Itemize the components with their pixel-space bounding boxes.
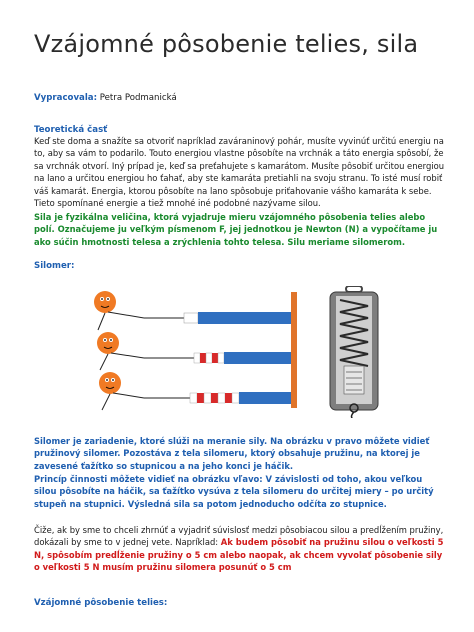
author-label: Vypracovala: [34,93,98,103]
spring-scale-3 [190,392,291,404]
conclusion-text: Čiže, ak by sme to chceli zhrnúť a vyjadriť súvislosť medzi pôsobiacou silou a predĺžením pružiny, dokázali by sme to v jednej vete. Napríklad: [34,525,444,548]
wall [291,292,297,408]
author-line [34,93,177,103]
page-title: Vzájomné pôsobenie telies, sila [34,30,419,58]
person-figure-1 [94,291,144,330]
conclusion-example: Ak budem pôsobiť na pružinu silou o veľkosti 5 N, spôsobím predĺženie pružiny o 5 cm alebo naopak, ak chcem vyvolať pôsobenie sily o veľkosti 5 N musím pružinu silomera posunúť o 5 cm [34,537,444,573]
definition-paragraph: Sila je fyzikálna veličina, ktorá vyjadruje mieru vzájomného pôsobenia telies alebo polí. Označujeme ju veľkým písmenom F, jej jednotkou je Newton (N) a vypočítame ju ako súčin hmotnosti telesa a zrýchlenia tohto telesa. Silu meriame silomerom. [34,212,438,247]
section-heading-interaction: Vzájomné pôsobenie telies: [34,598,168,608]
person-figure-2 [97,332,144,370]
section-heading-theory: Teoretická časť [34,125,108,135]
section-heading-silomer: Silomer: [34,261,75,271]
person-figure-3 [99,372,144,410]
silomer-description: Silomer je zariadenie, ktoré slúži na meranie sily. Na obrázku v pravo môžete vidieť pružinový silomer. Pozostáva z tela silomeru, ktorý obsahuje pružinu, na ktorej je zavesené ťažítko so stupnicou a na jeho konci je háčik. [34,436,430,471]
silomer-device [330,286,378,418]
spring-scale-1 [184,312,291,324]
author-name: Petra Podmanická [99,93,177,103]
spring-scale-2 [194,352,291,364]
silomer-illustration [84,286,384,418]
theory-paragraph: Keď ste doma a snažíte sa otvoriť napríklad zaváraninový pohár, musíte vyvinúť určitú energiu na to, aby sa vám to podarilo. Touto energiou vlastne pôsobíte na vrchnák a táto energia spôsobí, že sa vrchnák otvorí. Iný prípad je, keď sa preťahujete s kamarátom. Musíte pôsobiť určitou energiou na lano a určitou energiou ho ťahať, aby ste kamaráta pretiahli na svoju stranu. To isté musí robiť váš kamarát. Energia, ktorou pôsobíte na lano spôsobuje priťahovanie vášho kamaráta k sebe. Tieto spomínané energie a tiež mnohé iné podobné nazývame silou. [34,136,445,209]
conclusion-paragraph [34,524,446,574]
principle-paragraph: Princíp činnosti môžete vidieť na obrázku vľavo: V závislosti od toho, akou veľkou silou pôsobíte na háčik, sa ťažítko vysúva z tela silomeru do určitej miery – po určitý stupeň na stupnici. Výsledná sila sa potom jednoducho odčíta zo stupnice. [34,474,434,509]
